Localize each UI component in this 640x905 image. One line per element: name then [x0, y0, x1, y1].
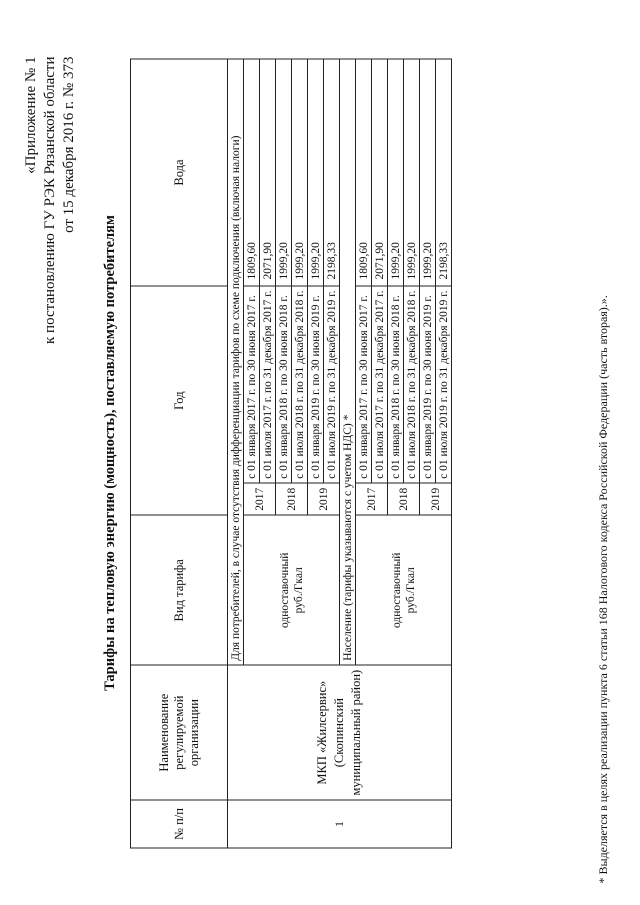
water-tariff-value: 2198,33 — [436, 59, 452, 286]
document-title: Тарифы на тепловую энергию (мощность), поставляемую потребителям — [102, 214, 118, 691]
period-cell: с 01 января 2017 г. по 30 июня 2017 г. — [356, 285, 372, 482]
water-tariff-value: 2071,90 — [260, 59, 276, 286]
section-row — [228, 59, 244, 848]
organization-name — [228, 665, 452, 800]
appendix-line-2: к постановлению ГУ РЭК Рязанской области — [42, 56, 58, 344]
tariff-type-line: руб./Гкал — [292, 566, 305, 613]
year-cell: 2017 — [244, 483, 276, 515]
footnote: * Выделяется в целях реализации пункта 6 статьи 168 Налогового кодекса Российской Федерации (часть вторая).». — [596, 294, 610, 883]
year-cell: 2019 — [308, 483, 340, 515]
table-body — [228, 59, 452, 848]
water-tariff-value: 1999,20 — [388, 59, 404, 286]
header-year: Год — [131, 285, 228, 514]
row-number: 1 — [228, 800, 452, 848]
water-tariff-value: 1999,20 — [292, 59, 308, 286]
header-water: Вода — [131, 59, 228, 286]
period-cell: с 01 июля 2018 г. по 31 декабря 2018 г. — [404, 285, 420, 482]
tariff-type — [356, 515, 452, 665]
appendix-line-1: «Приложение № 1 — [23, 56, 39, 174]
table-header-row — [131, 59, 228, 848]
header-org: Наименование регулируемой организации — [131, 665, 228, 800]
tariff-type-line: руб./Гкал — [404, 566, 417, 613]
tariff-type-line: одноставочный — [278, 552, 291, 628]
water-tariff-value: 1809,60 — [244, 59, 260, 286]
tariff-type — [244, 515, 340, 665]
year-cell: 2019 — [420, 483, 452, 515]
water-tariff-value: 1999,20 — [404, 59, 420, 286]
organization-name-line: муниципальный район) — [349, 669, 363, 795]
appendix-line-3: от 15 декабря 2016 г. № 373 — [61, 56, 77, 233]
period-cell: с 01 января 2017 г. по 30 июня 2017 г. — [244, 285, 260, 482]
tariff-table — [130, 58, 452, 848]
period-cell: с 01 июля 2017 г. по 31 декабря 2017 г. — [372, 285, 388, 482]
period-cell: с 01 июля 2019 г. по 31 декабря 2019 г. — [324, 285, 340, 482]
period-cell: с 01 января 2018 г. по 30 июня 2018 г. — [276, 285, 292, 482]
period-cell: с 01 января 2019 г. по 30 июня 2019 г. — [420, 285, 436, 482]
year-cell: 2017 — [356, 483, 388, 515]
header-tariff-type: Вид тарифа — [131, 515, 228, 665]
water-tariff-value: 1809,60 — [356, 59, 372, 286]
period-cell: с 01 июля 2018 г. по 31 декабря 2018 г. — [292, 285, 308, 482]
water-tariff-value: 1999,20 — [420, 59, 436, 286]
header-num: № п/п — [131, 800, 228, 848]
year-cell: 2018 — [276, 483, 308, 515]
organization-name-line: МКП «Жилсервис» — [315, 680, 329, 785]
period-cell: с 01 июля 2019 г. по 31 декабря 2019 г. — [436, 285, 452, 482]
tariff-type-line: одноставочный — [390, 552, 403, 628]
water-tariff-value: 1999,20 — [308, 59, 324, 286]
appendix-header — [22, 56, 79, 343]
water-tariff-value: 2071,90 — [372, 59, 388, 286]
period-cell: с 01 января 2018 г. по 30 июня 2018 г. — [388, 285, 404, 482]
water-tariff-value: 1999,20 — [276, 59, 292, 286]
section-label: Для потребителей, в случае отсутствия дифференциации тарифов по схеме подключения (включая налоги) — [228, 59, 244, 665]
period-cell: с 01 июля 2017 г. по 31 декабря 2017 г. — [260, 285, 276, 482]
organization-name-line: (Скопинский — [332, 697, 346, 767]
period-cell: с 01 января 2019 г. по 30 июня 2019 г. — [308, 285, 324, 482]
year-cell: 2018 — [388, 483, 420, 515]
water-tariff-value: 2198,33 — [324, 59, 340, 286]
section-label: Население (тарифы указываются с учетом НДС) * — [340, 59, 356, 665]
